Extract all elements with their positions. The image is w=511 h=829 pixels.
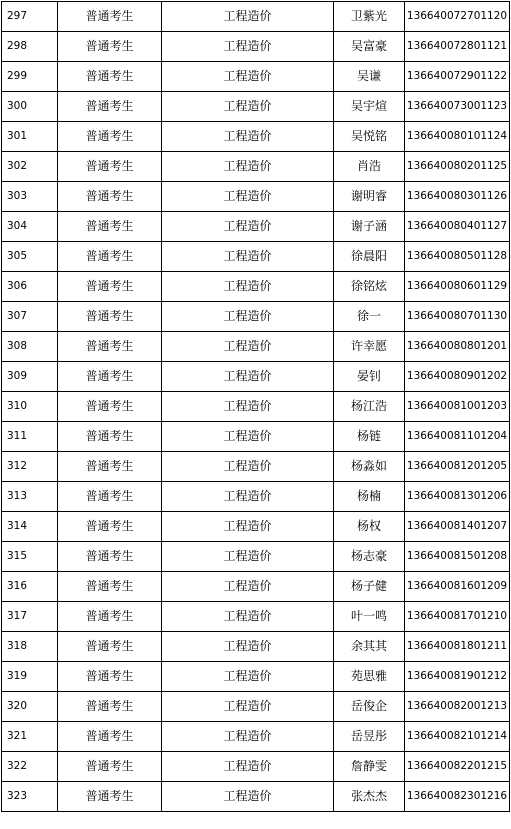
cell-exam-id: 136640081401207 <box>405 512 510 542</box>
cell-exam-id: 136640080101124 <box>405 122 510 152</box>
table-body <box>2 2 510 812</box>
cell-candidate-name: 杨楠 <box>334 482 405 512</box>
cell-candidate-type: 普通考生 <box>58 662 162 692</box>
cell-exam-id: 136640082001213 <box>405 692 510 722</box>
cell-candidate-name: 杨子健 <box>334 572 405 602</box>
cell-candidate-type: 普通考生 <box>58 572 162 602</box>
cell-exam-id: 136640081501208 <box>405 542 510 572</box>
cell-exam-id: 136640081301206 <box>405 482 510 512</box>
cell-candidate-type: 普通考生 <box>58 272 162 302</box>
table-row <box>2 32 510 62</box>
table-row <box>2 272 510 302</box>
table-row <box>2 632 510 662</box>
cell-major: 工程造价 <box>162 662 334 692</box>
cell-exam-id: 136640081001203 <box>405 392 510 422</box>
table-row <box>2 392 510 422</box>
cell-candidate-type: 普通考生 <box>58 692 162 722</box>
cell-candidate-name: 苑思雅 <box>334 662 405 692</box>
cell-candidate-name: 吴悦铭 <box>334 122 405 152</box>
cell-serial-number: 322 <box>2 752 58 782</box>
cell-serial-number: 310 <box>2 392 58 422</box>
cell-candidate-name: 叶一鸣 <box>334 602 405 632</box>
table-row <box>2 242 510 272</box>
cell-candidate-name: 许幸愿 <box>334 332 405 362</box>
cell-serial-number: 306 <box>2 272 58 302</box>
cell-candidate-type: 普通考生 <box>58 92 162 122</box>
table-row <box>2 2 510 32</box>
cell-candidate-name: 谢明睿 <box>334 182 405 212</box>
cell-exam-id: 136640081701210 <box>405 602 510 632</box>
table-row <box>2 92 510 122</box>
cell-candidate-name: 吴宇煊 <box>334 92 405 122</box>
cell-candidate-name: 卫紫光 <box>334 2 405 32</box>
cell-major: 工程造价 <box>162 512 334 542</box>
cell-exam-id: 136640080201125 <box>405 152 510 182</box>
cell-major: 工程造价 <box>162 302 334 332</box>
cell-candidate-type: 普通考生 <box>58 182 162 212</box>
cell-major: 工程造价 <box>162 62 334 92</box>
table-row <box>2 302 510 332</box>
cell-serial-number: 297 <box>2 2 58 32</box>
cell-candidate-name: 岳俊企 <box>334 692 405 722</box>
cell-serial-number: 323 <box>2 782 58 812</box>
cell-serial-number: 315 <box>2 542 58 572</box>
cell-candidate-name: 徐一 <box>334 302 405 332</box>
cell-major: 工程造价 <box>162 752 334 782</box>
cell-candidate-name: 杨江浩 <box>334 392 405 422</box>
cell-exam-id: 136640072801121 <box>405 32 510 62</box>
cell-candidate-name: 詹静雯 <box>334 752 405 782</box>
cell-serial-number: 311 <box>2 422 58 452</box>
cell-serial-number: 309 <box>2 362 58 392</box>
cell-exam-id: 136640072701120 <box>405 2 510 32</box>
cell-major: 工程造价 <box>162 362 334 392</box>
cell-candidate-name: 吴富豪 <box>334 32 405 62</box>
cell-candidate-type: 普通考生 <box>58 542 162 572</box>
cell-exam-id: 136640082101214 <box>405 722 510 752</box>
cell-major: 工程造价 <box>162 632 334 662</box>
cell-serial-number: 319 <box>2 662 58 692</box>
cell-exam-id: 136640072901122 <box>405 62 510 92</box>
cell-major: 工程造价 <box>162 332 334 362</box>
cell-candidate-name: 杨权 <box>334 512 405 542</box>
table-row <box>2 692 510 722</box>
cell-candidate-type: 普通考生 <box>58 212 162 242</box>
table-row <box>2 362 510 392</box>
cell-major: 工程造价 <box>162 182 334 212</box>
cell-serial-number: 321 <box>2 722 58 752</box>
table-row <box>2 122 510 152</box>
table-row <box>2 422 510 452</box>
table-row <box>2 152 510 182</box>
cell-exam-id: 136640081901212 <box>405 662 510 692</box>
table-row <box>2 182 510 212</box>
cell-candidate-name: 徐铭炫 <box>334 272 405 302</box>
cell-serial-number: 316 <box>2 572 58 602</box>
table-row <box>2 512 510 542</box>
cell-exam-id: 136640080501128 <box>405 242 510 272</box>
table-row <box>2 482 510 512</box>
cell-candidate-type: 普通考生 <box>58 122 162 152</box>
cell-exam-id: 136640080401127 <box>405 212 510 242</box>
cell-serial-number: 305 <box>2 242 58 272</box>
table-row <box>2 572 510 602</box>
cell-candidate-type: 普通考生 <box>58 152 162 182</box>
cell-candidate-type: 普通考生 <box>58 32 162 62</box>
cell-major: 工程造价 <box>162 212 334 242</box>
cell-candidate-name: 余其其 <box>334 632 405 662</box>
cell-serial-number: 314 <box>2 512 58 542</box>
cell-candidate-type: 普通考生 <box>58 62 162 92</box>
cell-candidate-type: 普通考生 <box>58 452 162 482</box>
cell-candidate-type: 普通考生 <box>58 302 162 332</box>
cell-exam-id: 136640080701130 <box>405 302 510 332</box>
cell-major: 工程造价 <box>162 602 334 632</box>
cell-serial-number: 299 <box>2 62 58 92</box>
candidate-table <box>1 1 510 812</box>
cell-candidate-name: 岳昱彤 <box>334 722 405 752</box>
cell-major: 工程造价 <box>162 722 334 752</box>
cell-major: 工程造价 <box>162 32 334 62</box>
cell-serial-number: 313 <box>2 482 58 512</box>
cell-serial-number: 301 <box>2 122 58 152</box>
table-row <box>2 62 510 92</box>
cell-candidate-type: 普通考生 <box>58 782 162 812</box>
table-row <box>2 722 510 752</box>
table-row <box>2 782 510 812</box>
cell-candidate-name: 谢子涵 <box>334 212 405 242</box>
cell-candidate-type: 普通考生 <box>58 2 162 32</box>
cell-major: 工程造价 <box>162 542 334 572</box>
cell-serial-number: 318 <box>2 632 58 662</box>
cell-serial-number: 303 <box>2 182 58 212</box>
cell-major: 工程造价 <box>162 422 334 452</box>
table-row <box>2 332 510 362</box>
cell-serial-number: 320 <box>2 692 58 722</box>
cell-major: 工程造价 <box>162 692 334 722</box>
cell-exam-id: 136640080901202 <box>405 362 510 392</box>
cell-major: 工程造价 <box>162 482 334 512</box>
cell-candidate-type: 普通考生 <box>58 242 162 272</box>
cell-exam-id: 136640082301216 <box>405 782 510 812</box>
cell-candidate-type: 普通考生 <box>58 482 162 512</box>
cell-candidate-name: 杨链 <box>334 422 405 452</box>
cell-exam-id: 136640080301126 <box>405 182 510 212</box>
table-row <box>2 452 510 482</box>
cell-exam-id: 136640081601209 <box>405 572 510 602</box>
cell-major: 工程造价 <box>162 2 334 32</box>
cell-exam-id: 136640081801211 <box>405 632 510 662</box>
cell-candidate-type: 普通考生 <box>58 632 162 662</box>
cell-candidate-name: 肖浩 <box>334 152 405 182</box>
cell-exam-id: 136640080601129 <box>405 272 510 302</box>
cell-exam-id: 136640073001123 <box>405 92 510 122</box>
cell-major: 工程造价 <box>162 122 334 152</box>
cell-major: 工程造价 <box>162 152 334 182</box>
cell-candidate-name: 徐晨阳 <box>334 242 405 272</box>
cell-candidate-type: 普通考生 <box>58 512 162 542</box>
cell-major: 工程造价 <box>162 572 334 602</box>
cell-exam-id: 136640081101204 <box>405 422 510 452</box>
cell-serial-number: 298 <box>2 32 58 62</box>
cell-candidate-name: 杨志豪 <box>334 542 405 572</box>
cell-serial-number: 300 <box>2 92 58 122</box>
cell-candidate-type: 普通考生 <box>58 722 162 752</box>
cell-candidate-type: 普通考生 <box>58 602 162 632</box>
cell-exam-id: 136640080801201 <box>405 332 510 362</box>
cell-serial-number: 302 <box>2 152 58 182</box>
cell-candidate-name: 晏钊 <box>334 362 405 392</box>
cell-major: 工程造价 <box>162 92 334 122</box>
cell-major: 工程造价 <box>162 452 334 482</box>
cell-exam-id: 136640082201215 <box>405 752 510 782</box>
cell-candidate-type: 普通考生 <box>58 752 162 782</box>
cell-major: 工程造价 <box>162 392 334 422</box>
cell-candidate-type: 普通考生 <box>58 422 162 452</box>
cell-major: 工程造价 <box>162 782 334 812</box>
cell-candidate-type: 普通考生 <box>58 332 162 362</box>
cell-major: 工程造价 <box>162 242 334 272</box>
cell-candidate-name: 张杰杰 <box>334 782 405 812</box>
cell-major: 工程造价 <box>162 272 334 302</box>
table-row <box>2 542 510 572</box>
cell-candidate-type: 普通考生 <box>58 392 162 422</box>
cell-candidate-name: 杨淼如 <box>334 452 405 482</box>
table-row <box>2 752 510 782</box>
cell-serial-number: 317 <box>2 602 58 632</box>
cell-candidate-name: 吴谦 <box>334 62 405 92</box>
table-row <box>2 662 510 692</box>
table-row <box>2 212 510 242</box>
cell-serial-number: 304 <box>2 212 58 242</box>
cell-serial-number: 308 <box>2 332 58 362</box>
cell-candidate-type: 普通考生 <box>58 362 162 392</box>
cell-serial-number: 312 <box>2 452 58 482</box>
cell-exam-id: 136640081201205 <box>405 452 510 482</box>
table-row <box>2 602 510 632</box>
cell-serial-number: 307 <box>2 302 58 332</box>
